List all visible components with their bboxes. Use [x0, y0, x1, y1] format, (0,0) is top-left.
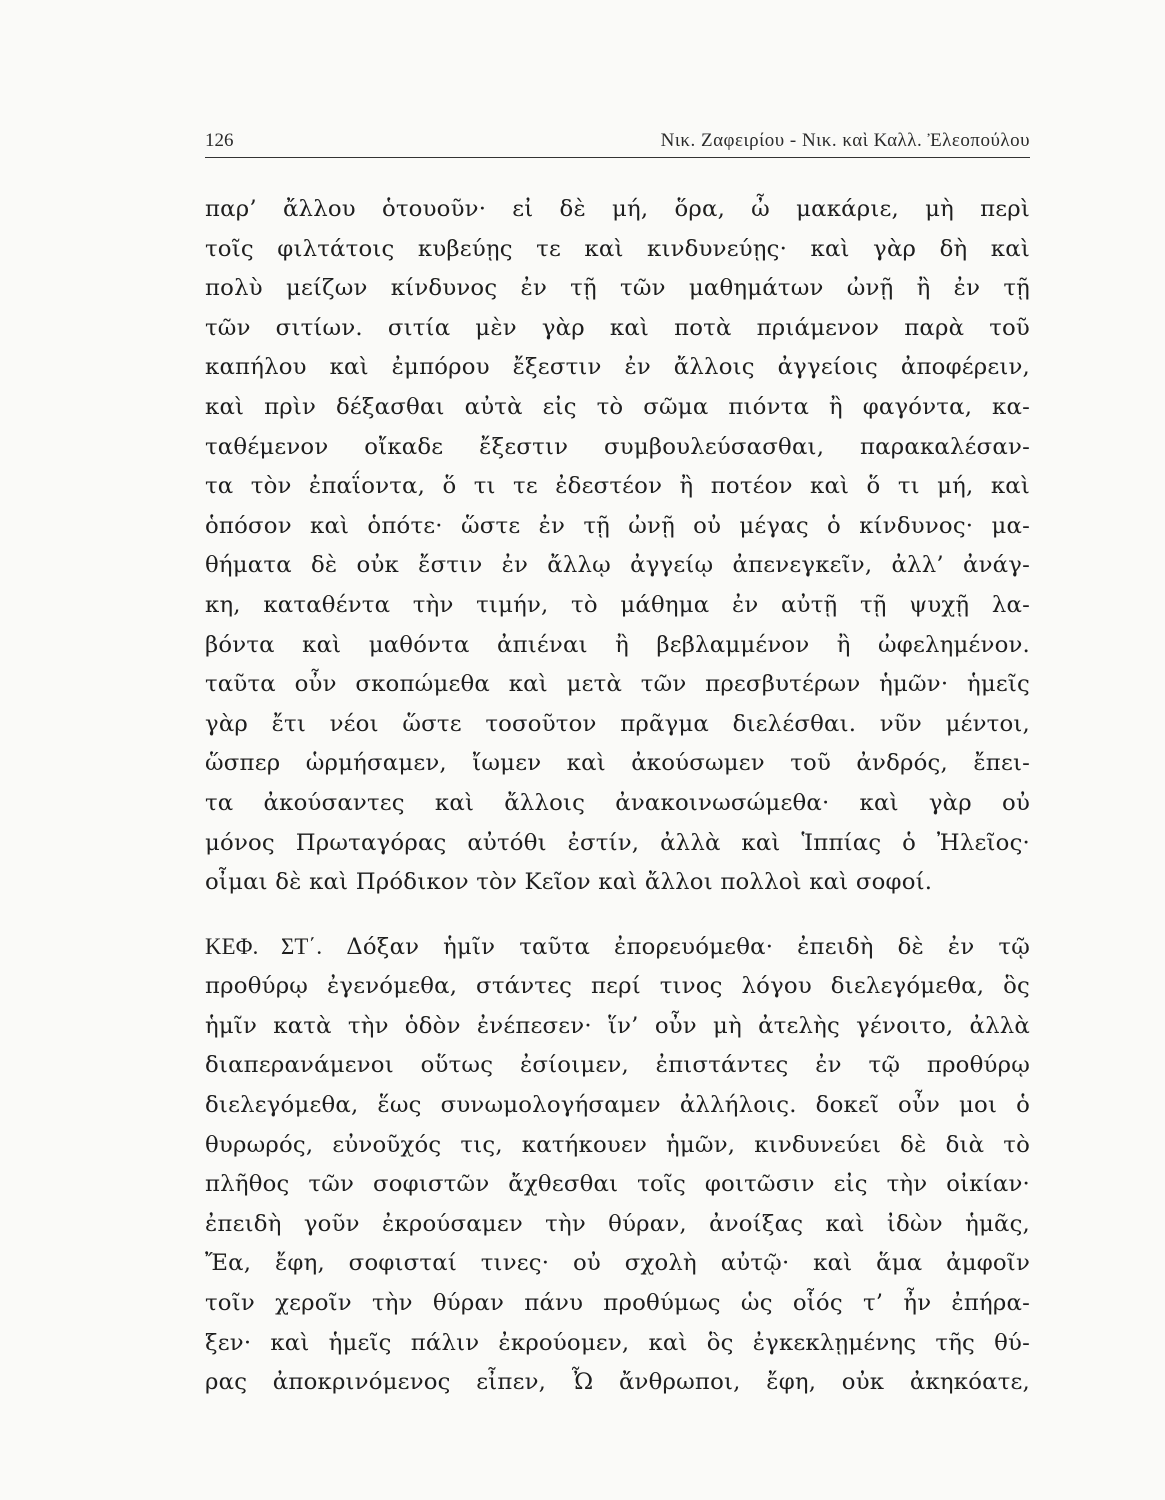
text-line: ταῦτα οὖν σκοπώμεθα καὶ μετὰ τῶν πρεσβυτέρων ἡμῶν· ἡμεῖς [205, 671, 1030, 698]
chapter-label: ΚΕΦ. ΣΤ΄. [205, 933, 323, 959]
text-line: προθύρῳ ἐγενόμεθα, στάντες περί τινος λόγου διελεγόμεθα, ὃς [205, 973, 1030, 1000]
text-line: Ἔα, ἔφη, σοφισταί τινες· οὐ σχολὴ αὐτῷ· καὶ ἅμα ἀμφοῖν [205, 1250, 1030, 1277]
text-line: θυρωρός, εὐνοῦχός τις, κατήκουεν ἡμῶν, κινδυνεύει δὲ διὰ τὸ [205, 1131, 1030, 1158]
text-line: πολὺ μείζων κίνδυνος ἐν τῇ τῶν μαθημάτων ὠνῇ ἢ ἐν τῇ [205, 275, 1030, 302]
page-header [205, 130, 1030, 158]
text-line: διαπερανάμενοι οὕτως ἐσίοιμεν, ἐπιστάντες ἐν τῷ προθύρῳ [205, 1052, 1030, 1079]
text-line: τοῖς φιλτάτοις κυβεύῃς τε καὶ κινδυνεύῃς· καὶ γὰρ δὴ καὶ [205, 235, 1030, 262]
text-line: τα ἀκούσαντες καὶ ἄλλοις ἀνακοινωσώμεθα· καὶ γὰρ οὐ [205, 789, 1030, 816]
text-line: ἐπειδὴ γοῦν ἐκρούσαμεν τὴν θύραν, ἀνοίξας καὶ ἰδὼν ἡμᾶς, [205, 1210, 1030, 1237]
text-line: ξεν· καὶ ἡμεῖς πάλιν ἐκρούομεν, καὶ ὃς ἐγκεκλῃμένης τῆς θύ- [205, 1329, 1030, 1356]
text-line: τοῖν χεροῖν τὴν θύραν πάνυ προθύμως ὡς οἷός τ’ ἦν ἐπήρα- [205, 1290, 1030, 1317]
text-line: διελεγόμεθα, ἕως συνωμολογήσαμεν ἀλλήλοις. δοκεῖ οὖν μοι ὁ [205, 1092, 1030, 1119]
text-line: πλῆθος τῶν σοφιστῶν ἄχθεσθαι τοῖς φοιτῶσιν εἰς τὴν οἰκίαν· [205, 1171, 1030, 1198]
text-line: ρας ἀποκρινόμενος εἶπεν, Ὦ ἄνθρωποι, ἔφη, οὐκ ἀκηκόατε, [205, 1369, 1030, 1396]
text-line: ἡμῖν κατὰ τὴν ὁδὸν ἐνέπεσεν· ἵν’ οὖν μὴ ἀτελὴς γένοιτο, ἀλλὰ [205, 1012, 1030, 1039]
paragraph-2 [205, 927, 1030, 1403]
text-line: τα τὸν ἐπαΐοντα, ὅ τι τε ἐδεστέον ἢ ποτέον καὶ ὅ τι μή, καὶ [205, 473, 1030, 500]
text-line: κη, καταθέντα τὴν τιμήν, τὸ μάθημα ἐν αὐτῇ τῇ ψυχῇ λα- [205, 591, 1030, 618]
text-line: τῶν σιτίων. σιτία μὲν γὰρ καὶ ποτὰ πριάμενον παρὰ τοῦ [205, 314, 1030, 341]
text-line: γὰρ ἔτι νέοι ὥστε τοσοῦτον πρᾶγμα διελέσθαι. νῦν μέντοι, [205, 710, 1030, 737]
text-line: μόνος Πρωταγόρας αὐτόθι ἐστίν, ἀλλὰ καὶ Ἱππίας ὁ Ἠλεῖος· [205, 829, 1030, 856]
text-line [205, 927, 1030, 968]
text-line-rest: Δόξαν ἡμῖν ταῦτα ἐπορευόμεθα· ἐπειδὴ δὲ ἐν τῷ [346, 933, 1030, 960]
text-line: οἶμαι δὲ καὶ Πρόδικον τὸν Κεῖον καὶ ἄλλοι πολλοὶ καὶ σοφοί. [205, 869, 933, 896]
text-line: ὥσπερ ὡρμήσαμεν, ἴωμεν καὶ ἀκούσωμεν τοῦ ἀνδρός, ἔπει- [205, 750, 1030, 777]
page [205, 130, 1030, 1403]
text-line: θήματα δὲ οὐκ ἔστιν ἐν ἄλλῳ ἀγγείῳ ἀπενεγκεῖν, ἀλλ’ ἀνάγ- [205, 552, 1030, 579]
paragraph-1 [205, 190, 1030, 903]
text-line: ὁπόσον καὶ ὁπότε· ὥστε ἐν τῇ ὠνῇ οὐ μέγας ὁ κίνδυνος· μα- [205, 512, 1030, 539]
text-line: ταθέμενον οἴκαδε ἔξεστιν συμβουλεύσασθαι, παρακαλέσαν- [205, 433, 1030, 460]
page-number: 126 [205, 130, 234, 151]
text-line: παρ’ ἄλλου ὁτουοῦν· εἰ δὲ μή, ὅρα, ὦ μακάριε, μὴ περὶ [205, 196, 1030, 222]
text-line: καὶ πρὶν δέξασθαι αὐτὰ εἰς τὸ σῶμα πιόντα ἢ φαγόντα, κα- [205, 393, 1030, 420]
text-line: καπήλου καὶ ἐμπόρου ἔξεστιν ἐν ἄλλοις ἀγγείοις ἀποφέρειν, [205, 354, 1030, 381]
running-title: Νικ. Ζαφειρίου - Νικ. καὶ Καλλ. Ἐλεοπούλου [660, 130, 1030, 151]
text-line: βόντα καὶ μαθόντα ἀπιέναι ἢ βεβλαμμένον ἢ ὠφελημένον. [205, 631, 1030, 658]
